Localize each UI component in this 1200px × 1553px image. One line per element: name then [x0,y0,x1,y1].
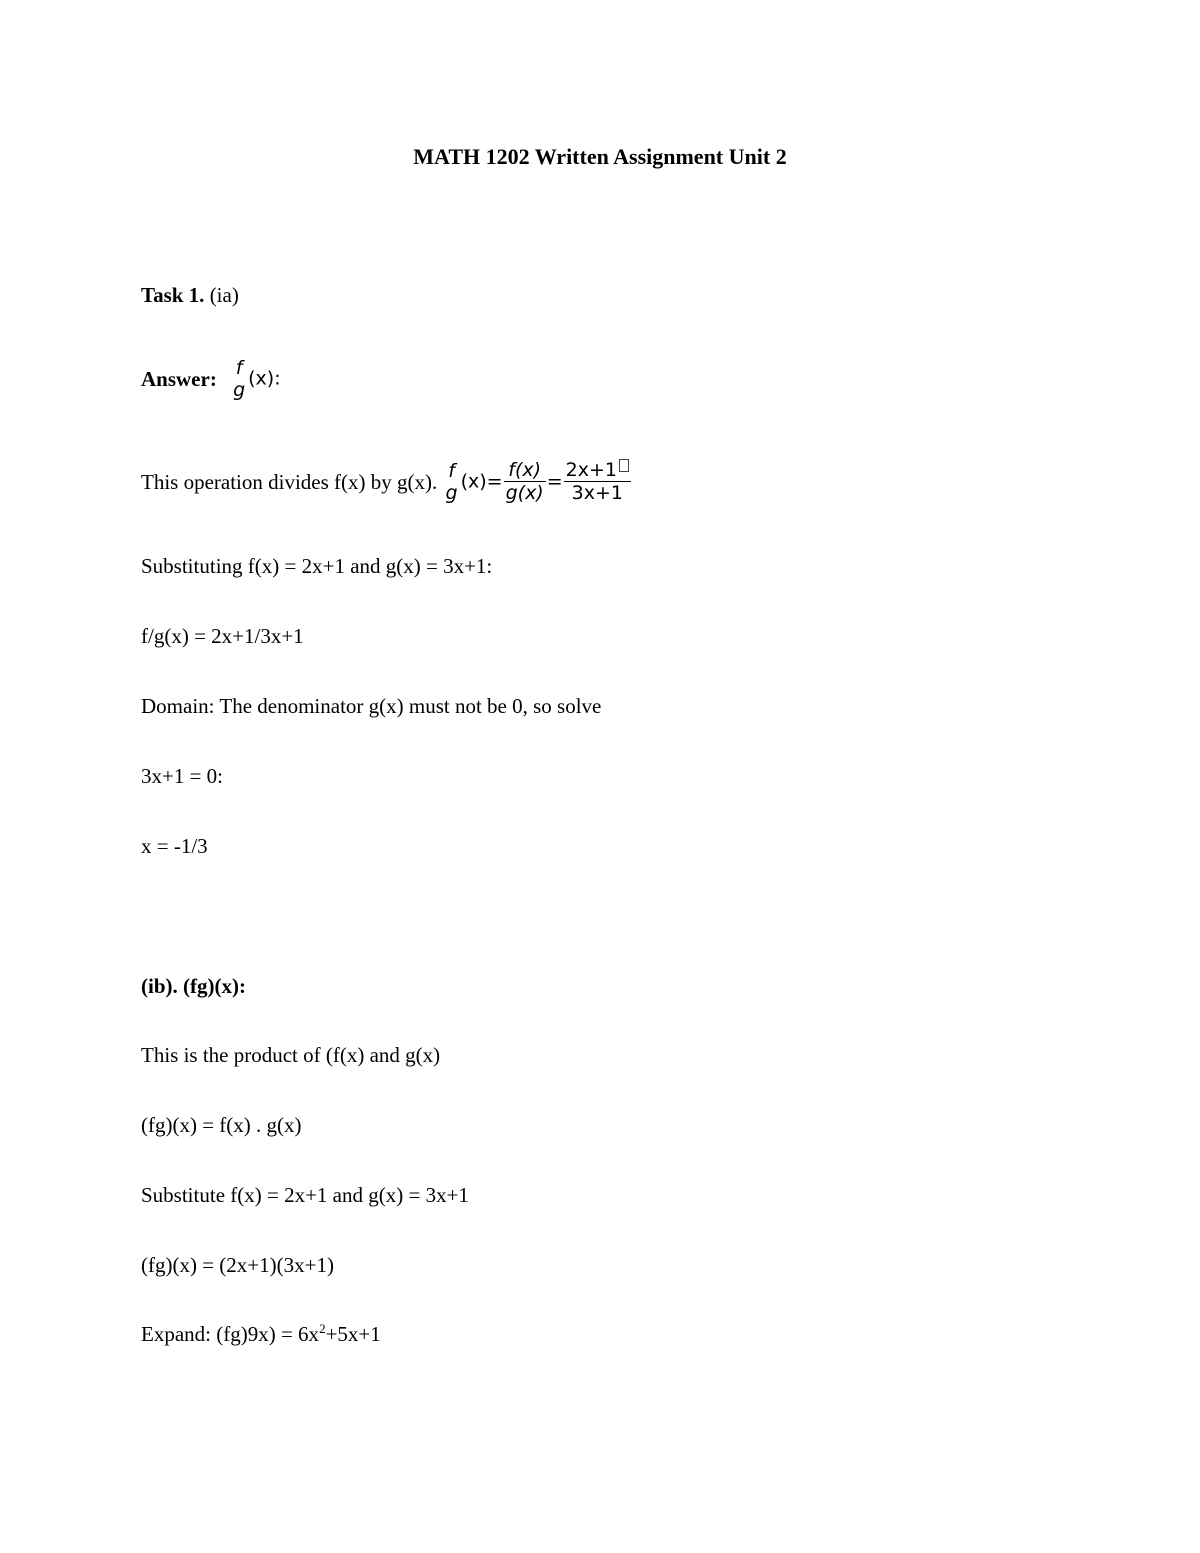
equation-line: 3x+1 = 0: [141,764,224,788]
operation-text: This operation divides f(x) by g(x). [141,470,438,495]
product-description-line: This is the product of (f(x) and g(x) [141,1043,441,1067]
answer-label: Answer: [141,367,217,392]
answer-fraction-den: g [233,378,246,401]
op-fraction-fx: f(x) [508,459,542,481]
op-fraction-result-num [564,459,631,481]
substituting-line: Substituting f(x) = 2x+1 and g(x) = 3x+1: [141,554,493,578]
answer-expression [230,356,281,401]
document-title: MATH 1202 Written Assignment Unit 2 [413,144,787,169]
op-fraction-fg-tail: (x)= [460,470,503,493]
op-fraction-result [564,459,631,504]
op-fraction-result-den: 3x+1 [564,481,631,504]
answer-fraction [231,357,247,401]
op-fraction-gx: g(x) [505,482,544,504]
expand-suffix: +5x+1 [325,1322,381,1346]
substitute-line: Substitute f(x) = 2x+1 and g(x) = 3x+1 [141,1183,469,1207]
product-substituted-line: (fg)(x) = (2x+1)(3x+1) [141,1253,334,1277]
fg-quotient-line: f/g(x) = 2x+1/3x+1 [141,624,304,648]
op-fraction-result-num-text: 2x+1 [565,459,617,481]
placeholder-box-icon [619,459,629,472]
op-equals: = [546,470,563,493]
op-fraction-fg-den: g [445,481,458,504]
product-definition-line: (fg)(x) = f(x) . g(x) [141,1113,302,1137]
task1-label: Task 1. [141,283,205,307]
operation-line [141,453,632,509]
operation-expression [443,459,632,504]
answer-fraction-num: f [235,356,243,379]
domain-line: Domain: The denominator g(x) must not be 0, so solve [141,694,602,718]
op-fraction-fx-gx [504,459,546,504]
op-fraction-fg [444,460,460,504]
task1-heading [141,282,239,308]
op-fraction-fg-num: f [448,459,455,482]
part-ib-heading: (ib). (fg)(x): [141,974,246,998]
expand-exponent: 2 [319,1321,326,1336]
task1-sublabel: (ia) [209,283,239,307]
answer-line [141,354,281,402]
expand-prefix: Expand: (fg)9x) = 6x [141,1322,320,1346]
expand-line [141,1321,381,1347]
solution-line: x = -1/3 [141,834,208,858]
answer-fraction-tail: (x): [248,367,281,390]
